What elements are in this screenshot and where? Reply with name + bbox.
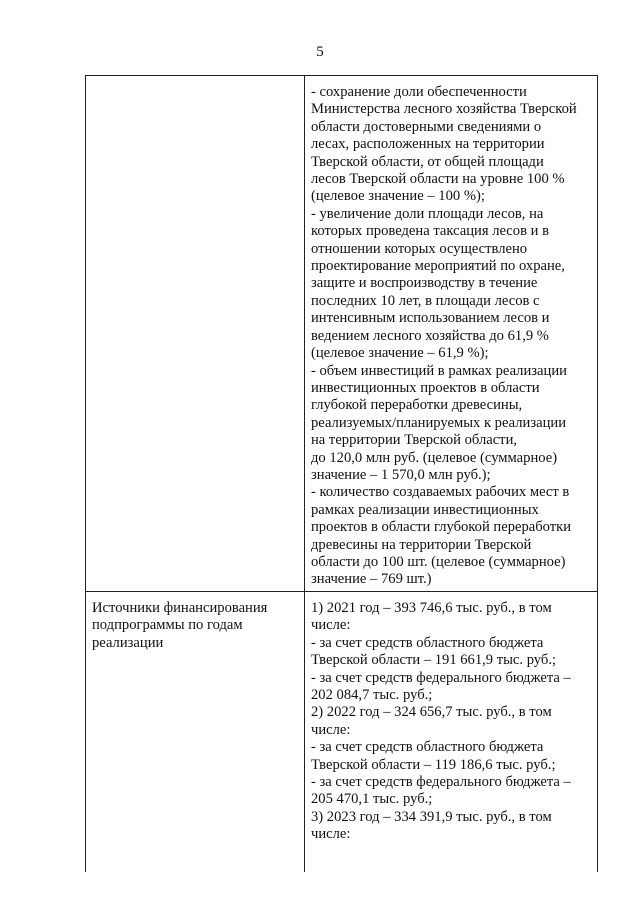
text-line: Тверской области – 119 186,6 тыс. руб.; xyxy=(311,756,556,773)
row-label-line: реализации xyxy=(92,634,164,651)
page-number: 5 xyxy=(316,44,324,60)
text-line: - объем инвестиций в рамках реализации xyxy=(311,362,567,379)
text-line: Тверской области – 191 661,9 тыс. руб.; xyxy=(311,652,557,669)
text-line: - увеличение доли площади лесов, на xyxy=(311,205,544,222)
row-label-line: Источники финансирования xyxy=(92,600,268,616)
text-line: (целевое значение – 61,9 %); xyxy=(311,345,489,362)
text-line: - за счет средств областного бюджета xyxy=(311,634,544,651)
text-line: лесов Тверской области на уровне 100 % xyxy=(311,171,565,188)
text-line: ведением лесного хозяйства до 61,9 % xyxy=(311,327,549,344)
text-line: инвестиционных проектов в области xyxy=(311,379,540,396)
subprogram-passport-table xyxy=(85,75,598,872)
text-line: 3) 2023 год – 334 391,9 тыс. руб., в том xyxy=(311,808,552,825)
text-line: - сохранение доли обеспеченности xyxy=(311,84,527,100)
text-line: до 120,0 млн руб. (целевое (суммарное) xyxy=(311,449,558,466)
text-line: последних 10 лет, в площади лесов с xyxy=(311,292,540,309)
text-line: проектирование мероприятий по охране, xyxy=(311,258,565,275)
text-line: области до 100 шт. (целевое (суммарное) xyxy=(311,553,566,570)
text-line: числе: xyxy=(311,617,351,634)
text-line: области достоверными сведениями о xyxy=(311,118,542,135)
row-label-line: подпрограммы по годам xyxy=(92,617,243,634)
text-line: (целевое значение – 100 %); xyxy=(311,188,485,205)
text-line: значение – 769 шт.) xyxy=(311,571,432,588)
text-line: числе: xyxy=(311,826,351,843)
text-line: которых проведена таксация лесов и в xyxy=(311,223,549,240)
text-line: 2) 2022 год – 324 656,7 тыс. руб., в том xyxy=(311,704,552,721)
text-line: значение – 1 570,0 млн руб.); xyxy=(311,466,491,483)
text-line: интенсивным использованием лесов и xyxy=(311,310,550,327)
text-line: 1) 2021 год – 393 746,6 тыс. руб., в том xyxy=(311,600,552,616)
text-line: рамках реализации инвестиционных xyxy=(311,501,539,518)
text-line: древесины на территории Тверской xyxy=(311,536,532,553)
text-line: 205 470,1 тыс. руб.; xyxy=(311,791,433,808)
text-line: - за счет средств федерального бюджета – xyxy=(311,669,571,686)
row-1-content-cell xyxy=(305,76,598,592)
text-line: - количество создаваемых рабочих мест в xyxy=(311,484,570,501)
text-line: на территории Тверской области, xyxy=(311,432,518,449)
text-line: защите и воспроизводству в течение xyxy=(311,275,538,292)
table-row-funding-sources xyxy=(86,592,598,873)
text-line: 202 084,7 тыс. руб.; xyxy=(311,687,433,704)
text-line: глубокой переработки древесины, xyxy=(311,397,523,414)
text-line: числе: xyxy=(311,721,351,738)
text-line: реализуемых/планируемых к реализации xyxy=(311,414,567,431)
row-1-label-cell xyxy=(86,76,305,592)
row-2-content-cell xyxy=(305,592,598,873)
text-line: - за счет средств областного бюджета xyxy=(311,739,544,756)
text-line: отношении которых осуществлено xyxy=(311,240,528,257)
text-line: - за счет средств федерального бюджета – xyxy=(311,774,571,791)
text-line: лесах, расположенных на территории xyxy=(311,136,545,153)
table-row-indicators xyxy=(86,76,598,592)
text-line: проектов в области глубокой переработки xyxy=(311,519,572,536)
text-line: Министерства лесного хозяйства Тверской xyxy=(311,101,577,118)
text-line: Тверской области, от общей площади xyxy=(311,153,544,170)
row-2-label-cell xyxy=(86,592,305,873)
